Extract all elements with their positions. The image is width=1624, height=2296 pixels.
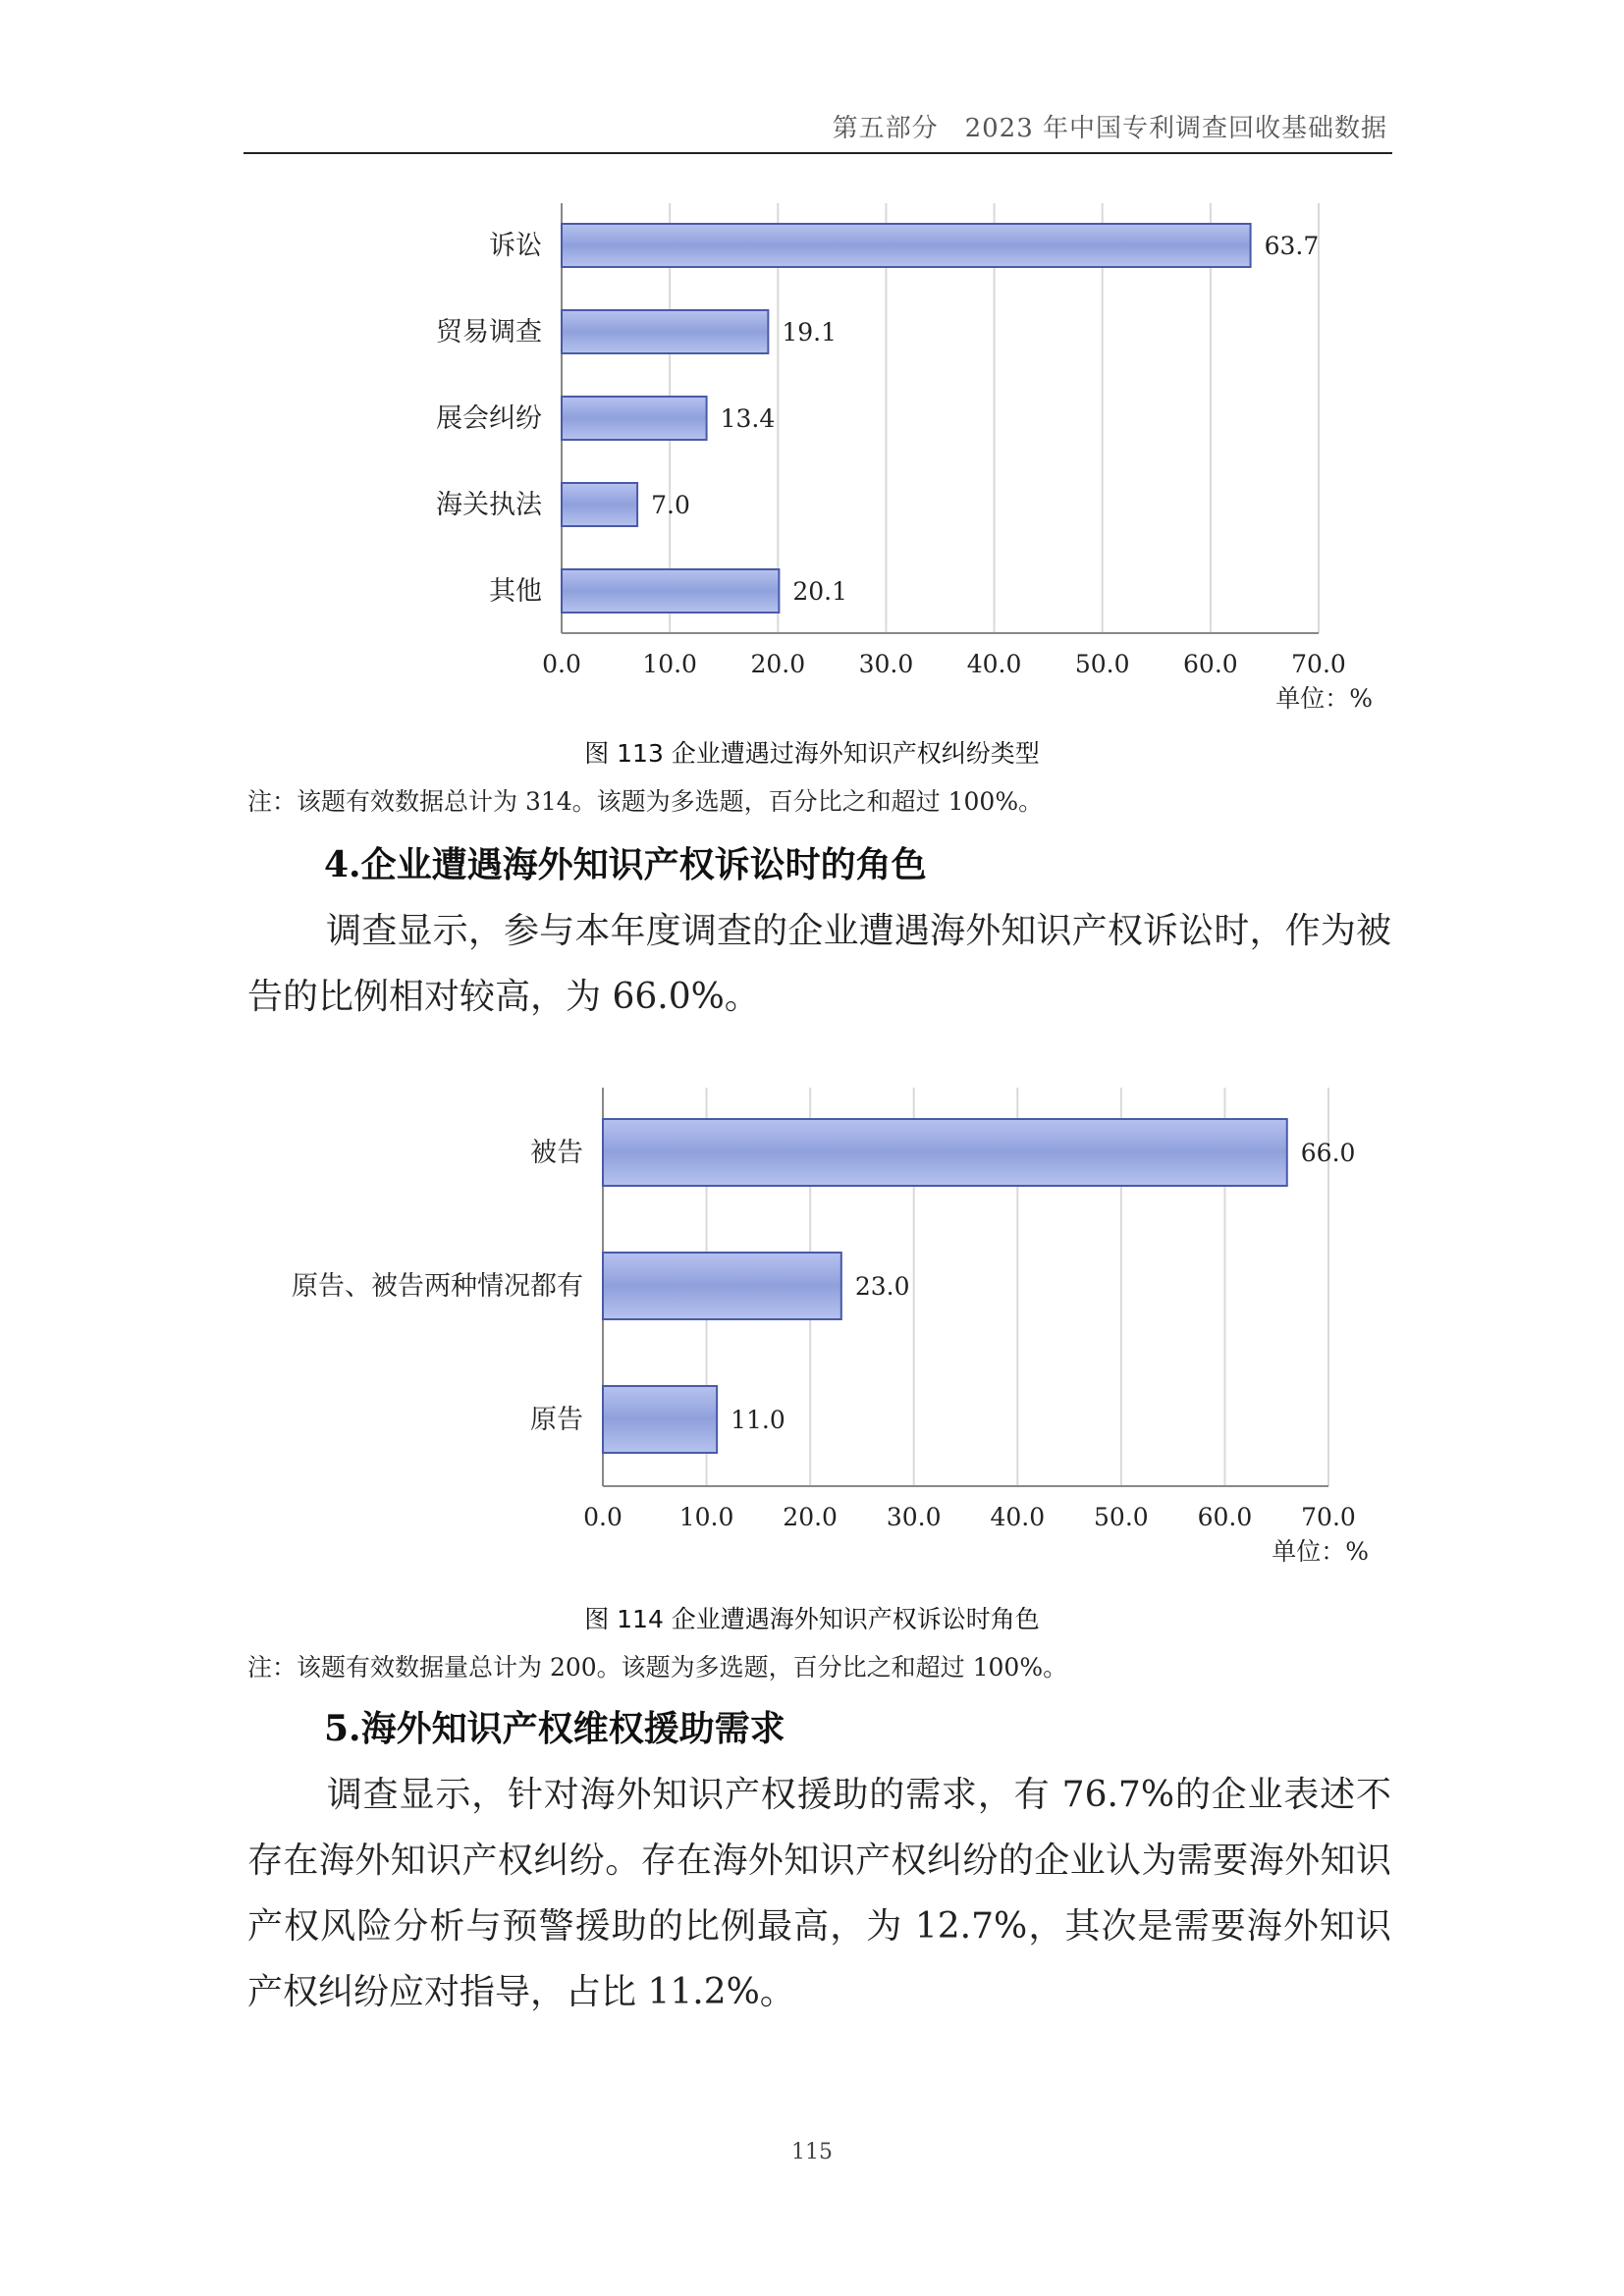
x-tick-label: 50.0: [1074, 650, 1130, 678]
x-tick-label: 10.0: [678, 1503, 734, 1531]
category-label: 诉讼: [489, 231, 542, 261]
section-5-paragraph-text: 调查显示，针对海外知识产权援助的需求，有 76.7%的企业表述不存在海外知识产权纠纷。存在海外知识产权纠纷的企业认为需要海外知识产权风险分析与预警援助的比例最高，为 12.7%，其次是需要海外知识产权纠纷应对指导，占比 11.2%。: [247, 1775, 1391, 2012]
figure-114-note: 注：该题有效数据量总计为 200。该题为多选题，百分比之和超过 100%。: [247, 1653, 1068, 1682]
bar: [562, 224, 1251, 267]
bar: [562, 397, 707, 440]
category-label: 原告、被告两种情况都有: [292, 1271, 583, 1302]
x-tick-label: 40.0: [966, 650, 1022, 678]
x-tick-label: 60.0: [1197, 1503, 1253, 1531]
section-4-paragraph-text: 调查显示，参与本年度调查的企业遭遇海外知识产权诉讼时，作为被告的比例相对较高，为 66.0%。: [247, 911, 1391, 1017]
bar: [562, 569, 779, 613]
x-tick-label: 10.0: [642, 650, 697, 678]
x-tick-label: 60.0: [1183, 650, 1238, 678]
x-tick-label: 70.0: [1291, 650, 1346, 678]
category-label: 展会纠纷: [436, 403, 542, 434]
x-tick-label: 40.0: [990, 1503, 1046, 1531]
x-tick-label: 20.0: [783, 1503, 838, 1531]
category-label: 其他: [489, 576, 542, 607]
category-label: 贸易调查: [436, 317, 542, 347]
category-label: 被告: [530, 1138, 583, 1168]
x-tick-label: 20.0: [750, 650, 806, 678]
x-tick-label: 50.0: [1094, 1503, 1149, 1531]
value-label: 66.0: [1300, 1139, 1356, 1167]
x-tick-label: 30.0: [886, 1503, 942, 1531]
unit-label: 单位：%: [1272, 1537, 1369, 1566]
value-label: 23.0: [854, 1272, 910, 1301]
value-label: 13.4: [720, 404, 776, 433]
bar: [603, 1119, 1287, 1186]
x-tick-label: 30.0: [858, 650, 914, 678]
section-5-paragraph: [247, 1762, 1391, 2025]
chart-litigation-roles: [0, 1080, 1624, 1590]
header-rule: [244, 152, 1392, 154]
section-4-paragraph: [247, 898, 1391, 1030]
value-label: 20.1: [792, 577, 848, 606]
value-label: 11.0: [731, 1406, 785, 1434]
category-label: 原告: [530, 1405, 583, 1435]
section-4-title: 4.企业遭遇海外知识产权诉讼时的角色: [324, 844, 927, 885]
figure-114-caption: 图 114 企业遭遇海外知识产权诉讼时角色: [584, 1605, 1040, 1633]
running-header: 第五部分 2023 年中国专利调查回收基础数据: [832, 114, 1387, 143]
bar: [603, 1386, 717, 1453]
section-5-title: 5.海外知识产权维权援助需求: [324, 1708, 785, 1749]
value-label: 63.7: [1264, 232, 1320, 260]
x-tick-label: 0.0: [542, 650, 581, 678]
category-label: 海关执法: [436, 490, 542, 520]
page-number: 115: [791, 2140, 833, 2164]
bar: [562, 483, 637, 526]
value-label: 19.1: [782, 318, 838, 347]
unit-label: 单位：%: [1275, 684, 1373, 713]
x-tick-label: 0.0: [583, 1503, 623, 1531]
value-label: 7.0: [651, 491, 690, 519]
figure-113-note: 注：该题有效数据总计为 314。该题为多选题，百分比之和超过 100%。: [247, 787, 1044, 816]
bar: [562, 310, 768, 353]
bar: [603, 1253, 841, 1319]
figure-113-caption: 图 113 企业遭遇过海外知识产权纠纷类型: [584, 739, 1040, 768]
chart-dispute-types: [0, 191, 1624, 741]
x-tick-label: 70.0: [1301, 1503, 1356, 1531]
